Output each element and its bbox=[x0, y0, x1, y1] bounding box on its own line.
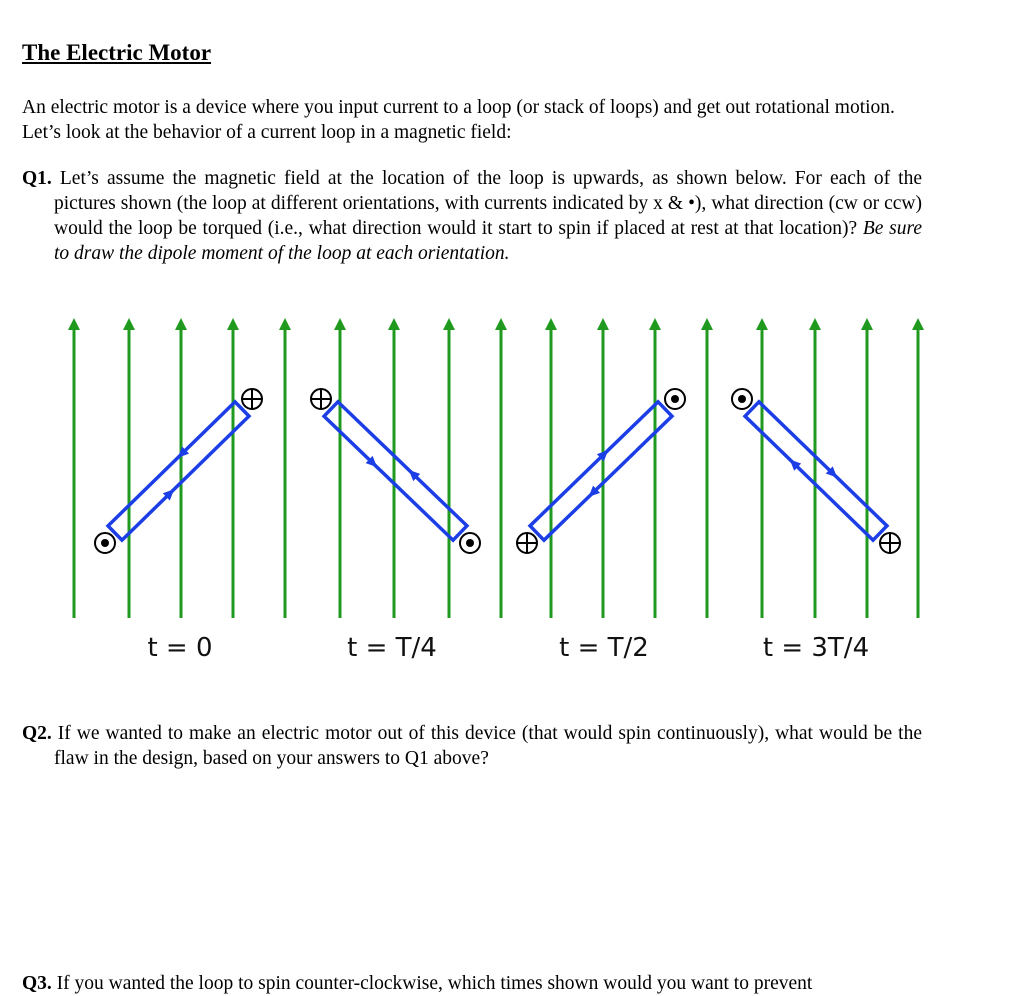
loop-panels bbox=[95, 389, 900, 663]
loop-panel-1 bbox=[95, 389, 262, 663]
question-1-emphasis: Be sure to draw the dipole moment of the loop at each orientation. bbox=[54, 218, 922, 264]
question-2-label: Q2. bbox=[22, 723, 52, 744]
question-2-text: If we wanted to make an electric motor out of this device (that would spin continuously), what would be the flaw in the design, based on your answers to Q1 above? bbox=[51, 723, 922, 769]
question-1-label: Q1. bbox=[22, 168, 52, 189]
page-title: The Electric Motor bbox=[22, 40, 212, 65]
lower-current-symbol-icon bbox=[460, 533, 480, 553]
lower-current-symbol-icon bbox=[95, 533, 115, 553]
upper-current-symbol-icon bbox=[732, 389, 752, 409]
loop-panel-3 bbox=[517, 389, 685, 663]
question-3 bbox=[22, 971, 922, 996]
upper-current-symbol-icon bbox=[665, 389, 685, 409]
time-label: t = 3T/4 bbox=[762, 633, 870, 663]
upper-current-symbol-icon bbox=[242, 389, 262, 409]
question-2 bbox=[22, 721, 922, 771]
intro-paragraph: An electric motor is a device where you input current to a loop (or stack of loops) and get out rotational motion. Let’s look at the behavior of a current loop in a magnetic field: bbox=[22, 97, 895, 143]
question-3-label: Q3. bbox=[22, 973, 52, 994]
lower-current-symbol-icon bbox=[517, 533, 537, 553]
question-1-text: Let’s assume the magnetic field at the location of the loop is upwards, as shown below. For each of the pictures shown (the loop at different orientations, with currents indicated by x & •), what direction (cw or ccw) would the loop be torqued (i.e., what direction would it start to spin if placed at rest at that location)? bbox=[51, 168, 922, 239]
time-label: t = T/4 bbox=[347, 633, 437, 663]
motor-loop-figure bbox=[0, 300, 1024, 680]
magnetic-field-lines bbox=[74, 324, 918, 618]
lower-current-symbol-icon bbox=[880, 533, 900, 553]
upper-current-symbol-icon bbox=[311, 389, 331, 409]
time-label: t = 0 bbox=[147, 633, 213, 663]
question-3-text: If you wanted the loop to spin counter-clockwise, which times shown would you want to prevent bbox=[51, 973, 813, 994]
time-label: t = T/2 bbox=[559, 633, 649, 663]
question-1 bbox=[22, 166, 922, 266]
